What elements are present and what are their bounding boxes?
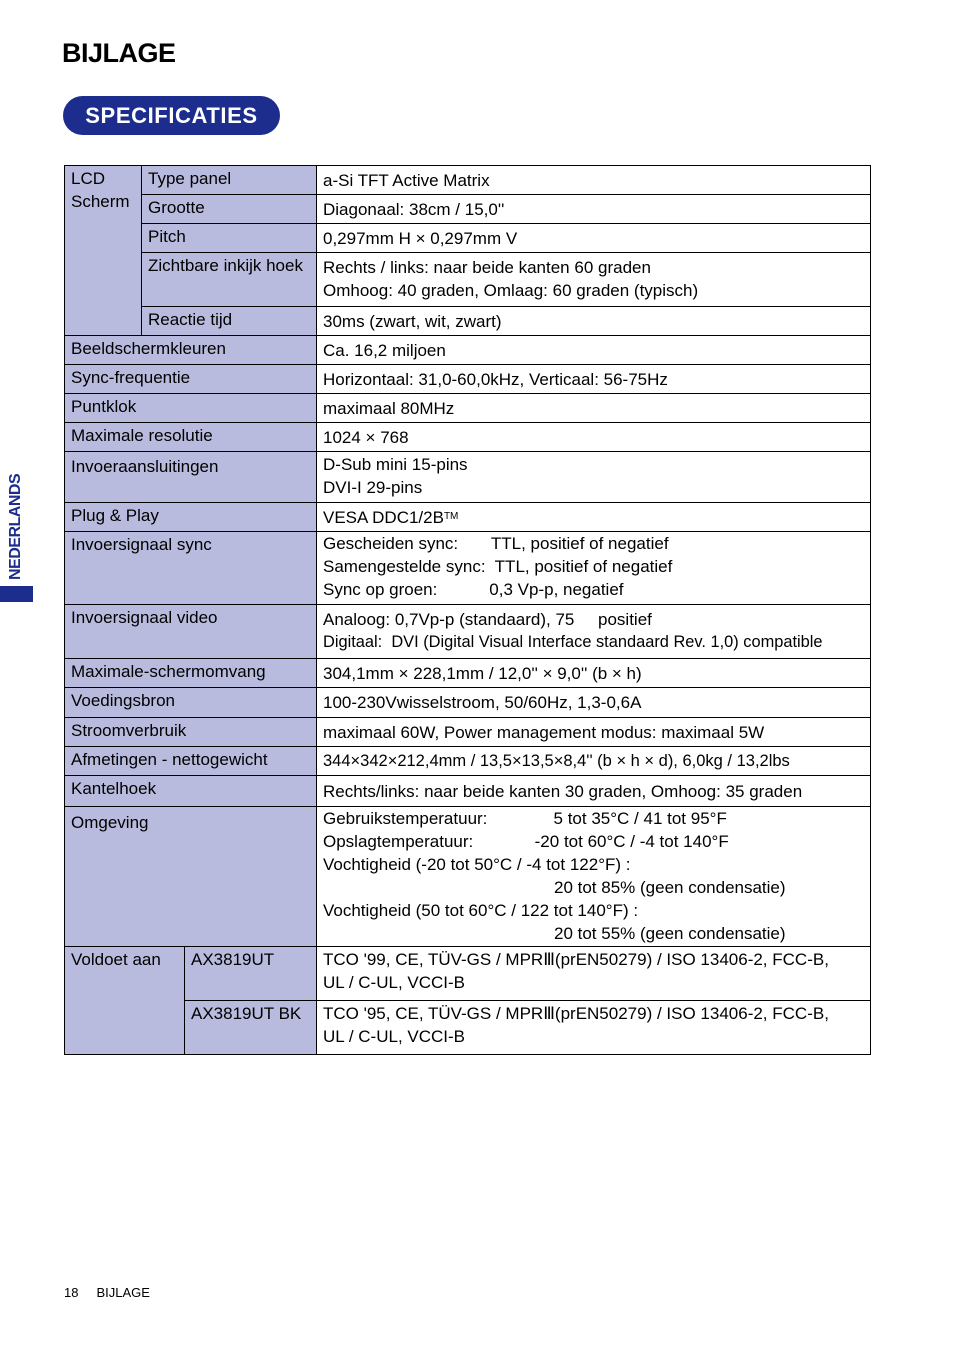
table-row — [65, 807, 871, 947]
spec-value-line: TCO '99, CE, TÜV-GS / MPRⅢ(prEN50279) / ISO 13406-2, FCC-B, — [323, 950, 829, 969]
spec-value-afmetingen: 344×342×212,4mm / 13,5×13,5×8,4'' (b × h × d), 6,0kg / 13,2lbs — [317, 747, 871, 776]
section-pill-specificaties — [63, 96, 280, 135]
spec-group-label: Scherm — [71, 192, 130, 211]
table-row — [65, 947, 871, 1001]
spec-value-kantelhoek: Rechts/links: naar beide kanten 30 graden, Omhoog: 35 graden — [317, 776, 871, 807]
spec-value-line: Gescheiden sync: TTL, positief of negatief — [323, 534, 669, 553]
spec-value-omgeving — [317, 807, 871, 947]
spec-value-line: Omhoog: 40 graden, Omlaag: 60 graden (typisch) — [323, 281, 699, 300]
spec-value-line: DVI-I 29-pins — [323, 478, 423, 497]
spec-label-kantelhoek: Kantelhoek — [65, 776, 317, 807]
spec-value-reactie-tijd: 30ms (zwart, wit, zwart) — [317, 307, 871, 336]
spec-group-label: LCD — [71, 169, 106, 188]
spec-label-reactie-tijd: Reactie tijd — [142, 307, 317, 336]
spec-label-voldoet-aan: Voldoet aan — [65, 947, 185, 1055]
spec-value-type-panel: a-Si TFT Active Matrix — [317, 166, 871, 195]
spec-label-stroomverbruik: Stroomverbruik — [65, 718, 317, 747]
spec-label-puntklok: Puntklok — [65, 394, 317, 423]
table-row — [65, 394, 871, 423]
spec-value-puntklok: maximaal 80MHz — [317, 394, 871, 423]
spec-value-aansluitingen — [317, 452, 871, 503]
spec-value-voedingsbron: 100-230Vwisselstroom, 50/60Hz, 1,3-0,6A — [317, 688, 871, 718]
table-row — [65, 423, 871, 452]
table-row — [65, 776, 871, 807]
footer-label: BIJLAGE — [96, 1285, 150, 1300]
spec-value-line: Opslagtemperatuur: -20 tot 60°C / -4 tot 140°F — [323, 832, 729, 851]
table-row — [65, 688, 871, 718]
spec-label-plug-play: Plug & Play — [65, 503, 317, 532]
spec-value-resolutie: 1024 × 768 — [317, 423, 871, 452]
spec-label-pitch: Pitch — [142, 224, 317, 253]
spec-value-text: VESA DDC1/2B — [323, 508, 444, 527]
table-row — [65, 659, 871, 688]
table-row — [65, 532, 871, 605]
spec-value-stroomverbruik: maximaal 60W, Power management modus: maximaal 5W — [317, 718, 871, 747]
table-row — [65, 452, 871, 503]
spec-label-type-panel: Type panel — [142, 166, 317, 195]
spec-value-model-ax3819ut — [317, 947, 871, 1001]
spec-value-line: UL / C-UL, VCCI-B — [323, 1027, 466, 1046]
table-row — [65, 1001, 871, 1055]
spec-label-schermomvang: Maximale-schermomvang — [65, 659, 317, 688]
spec-value-plug-play — [317, 503, 871, 532]
spec-label-resolutie: Maximale resolutie — [65, 423, 317, 452]
spec-label-model-ax3819ut: AX3819UT — [185, 947, 317, 1001]
table-row — [65, 195, 871, 224]
spec-group-lcd-scherm — [65, 166, 142, 336]
spec-label-inkijkhoek: Zichtbare inkijk hoek — [142, 253, 317, 307]
table-row — [65, 253, 871, 307]
table-row — [65, 365, 871, 394]
spec-label-omgeving: Omgeving — [65, 807, 317, 947]
spec-label-model-ax3819ut-bk: AX3819UT BK — [185, 1001, 317, 1055]
table-row — [65, 224, 871, 253]
table-row — [65, 503, 871, 532]
spec-label-aansluitingen: Invoeraansluitingen — [65, 452, 317, 503]
table-row — [65, 307, 871, 336]
spec-label-afmetingen: Afmetingen - nettogewicht — [65, 747, 317, 776]
spec-value-sync-frequentie: Horizontaal: 31,0-60,0kHz, Verticaal: 56-75Hz — [317, 365, 871, 394]
spec-value-schermomvang: 304,1mm × 228,1mm / 12,0'' × 9,0'' (b × h) — [317, 659, 871, 688]
spec-value-model-ax3819ut-bk — [317, 1001, 871, 1055]
spec-value-grootte: Diagonaal: 38cm / 15,0'' — [317, 195, 871, 224]
spec-value-line: Vochtigheid (50 tot 60°C / 122 tot 140°F) : — [323, 901, 639, 920]
table-row — [65, 747, 871, 776]
spec-value-line: UL / C-UL, VCCI-B — [323, 973, 466, 992]
spec-value-invoersignaal-video — [317, 605, 871, 659]
page-footer — [64, 1285, 168, 1300]
language-side-tab — [0, 440, 33, 602]
spec-value-line: Digitaal: DVI (Digital Visual Interface standaard Rev. 1,0) compatible — [323, 633, 823, 651]
language-side-tab-label: NEDERLANDS — [7, 473, 24, 580]
spec-label-invoersignaal-sync: Invoersignaal sync — [65, 532, 317, 605]
specifications-table — [64, 165, 871, 1055]
spec-value-line: TCO '95, CE, TÜV-GS / MPRⅢ(prEN50279) / ISO 13406-2, FCC-B, — [323, 1004, 829, 1023]
spec-value-line: Rechts / links: naar beide kanten 60 graden — [323, 258, 651, 277]
spec-value-line: Gebruikstemperatuur: 5 tot 35°C / 41 tot 95°F — [323, 809, 727, 828]
table-row — [65, 336, 871, 365]
spec-label-grootte: Grootte — [142, 195, 317, 224]
table-row — [65, 166, 871, 195]
spec-value-pitch: 0,297mm H × 0,297mm V — [317, 224, 871, 253]
section-pill-label: SPECIFICATIES — [85, 102, 258, 128]
spec-value-line: Analoog: 0,7Vp-p (standaard), 75 positief — [323, 610, 652, 629]
spec-value-inkijkhoek — [317, 253, 871, 307]
spec-value-invoersignaal-sync — [317, 532, 871, 605]
spec-value-line: D-Sub mini 15-pins — [323, 455, 468, 474]
spec-value-kleuren: Ca. 16,2 miljoen — [317, 336, 871, 365]
spec-value-line: Sync op groen: 0,3 Vp-p, negatief — [323, 580, 624, 599]
spec-label-voedingsbron: Voedingsbron — [65, 688, 317, 718]
spec-value-line: 20 tot 55% (geen condensatie) — [554, 924, 786, 943]
language-side-tab-marker — [0, 586, 33, 602]
spec-label-kleuren: Beeldschermkleuren — [65, 336, 317, 365]
page-title: BIJLAGE — [62, 38, 176, 68]
spec-value-line: 20 tot 85% (geen condensatie) — [554, 878, 786, 897]
spec-label-sync-frequentie: Sync-frequentie — [65, 365, 317, 394]
spec-value-line: Samengestelde sync: TTL, positief of negatief — [323, 557, 673, 576]
page-number: 18 — [64, 1285, 79, 1300]
spec-label-invoersignaal-video: Invoersignaal video — [65, 605, 317, 659]
table-row — [65, 605, 871, 659]
spec-value-line: Vochtigheid (-20 tot 50°C / -4 tot 122°F) : — [323, 855, 631, 874]
table-row — [65, 718, 871, 747]
trademark-mark: TM — [443, 511, 459, 522]
